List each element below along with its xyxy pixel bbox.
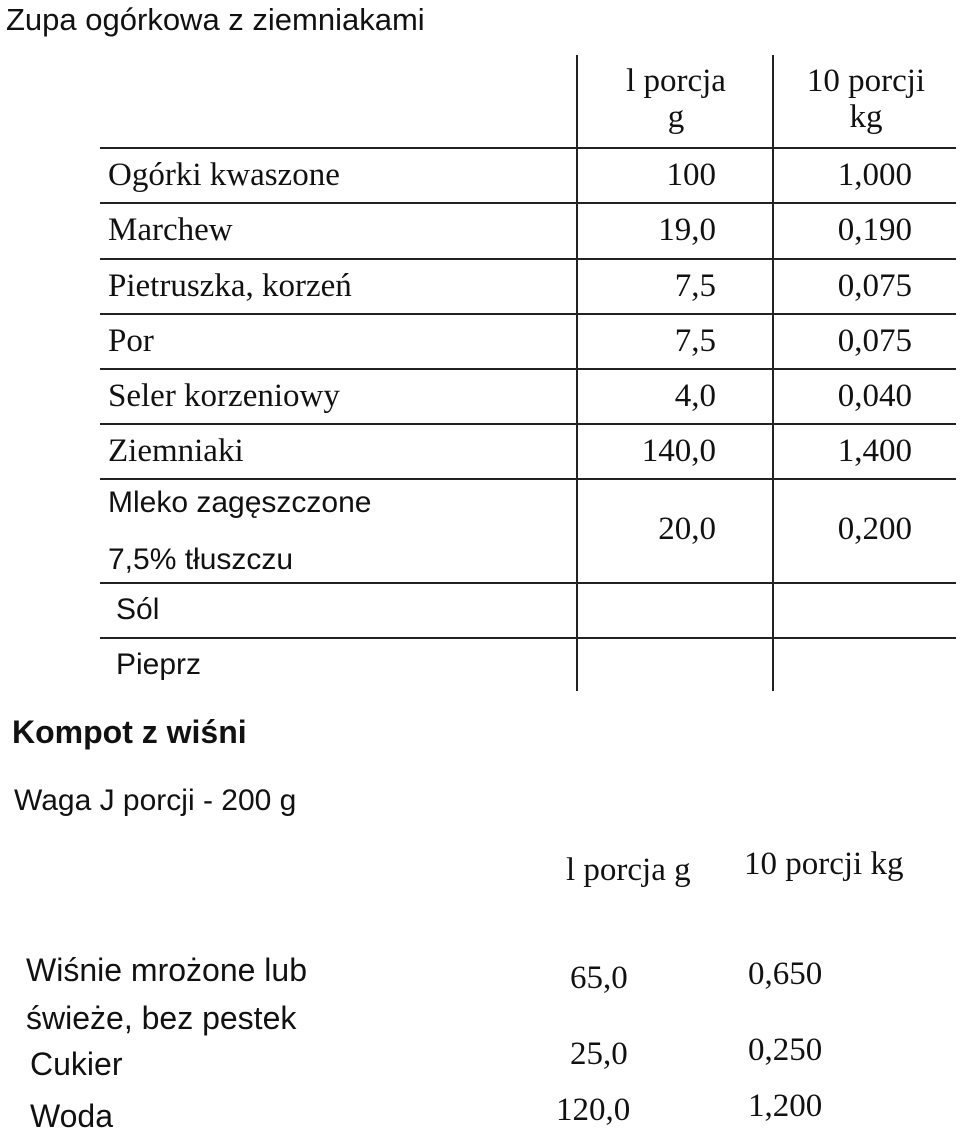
header-ten-portions: 10 porcji kg <box>744 846 904 882</box>
ingredients-table-soup <box>100 55 956 691</box>
ingredient-name: Sól <box>116 593 160 626</box>
ingredient-amount-ten: 0,190 <box>837 212 912 248</box>
ingredient-amount-portion: 120,0 <box>556 1092 631 1128</box>
row-divider <box>100 637 956 639</box>
recipe-title-soup: Zupa ogórkowa z ziemniakami <box>6 2 425 37</box>
ingredient-amount-ten: 0,250 <box>748 1032 823 1068</box>
ingredient-amount-portion: 7,5 <box>674 268 716 304</box>
recipe-title-compote: Kompot z wiśni <box>12 714 247 750</box>
header-one-portion: l porcja g <box>566 852 691 888</box>
ingredient-amount-ten: 0,650 <box>748 956 823 992</box>
ingredient-name: Wiśnie mrożone lub <box>26 952 307 988</box>
portion-weight: Waga J porcji - 200 g <box>14 784 297 817</box>
ingredient-amount-ten: 1,400 <box>837 433 912 469</box>
ingredient-amount-portion: 65,0 <box>570 960 628 996</box>
ingredient-amount-portion: 25,0 <box>570 1036 628 1072</box>
ingredient-amount-portion: 20,0 <box>658 511 716 547</box>
ingredient-name: Ziemniaki <box>108 433 244 469</box>
row-divider <box>100 423 956 425</box>
ingredient-amount-portion: 19,0 <box>658 212 716 248</box>
row-divider <box>100 582 956 584</box>
header-one-portion <box>578 63 774 135</box>
ingredient-amount-ten: 0,200 <box>837 511 912 547</box>
ingredient-amount-portion: 140,0 <box>641 433 716 469</box>
ingredient-amount-ten: 0,040 <box>837 378 912 414</box>
ingredient-amount-portion: 4,0 <box>674 378 716 414</box>
ingredient-name-line2: 7,5% tłuszczu <box>108 543 294 576</box>
ingredient-name: Mleko zagęszczone <box>108 486 372 519</box>
ingredient-name: Cukier <box>30 1046 123 1082</box>
ingredient-amount-ten: 1,000 <box>837 157 912 193</box>
header-ten-portions-unit: kg <box>849 99 883 135</box>
ingredient-name: Por <box>108 323 154 359</box>
row-divider <box>100 147 956 149</box>
ingredient-name: Woda <box>30 1098 114 1134</box>
ingredient-name: Pietruszka, korzeń <box>108 268 352 304</box>
column-divider <box>576 55 578 691</box>
ingredient-name: Pieprz <box>116 648 202 681</box>
header-one-portion-unit: g <box>667 99 685 135</box>
ingredient-amount-ten: 0,075 <box>837 268 912 304</box>
ingredient-name-line2: świeże, bez pestek <box>26 1000 297 1036</box>
row-divider <box>100 313 956 315</box>
header-ten-portions-label: 10 porcji <box>806 63 926 99</box>
row-divider <box>100 478 956 480</box>
ingredient-amount-ten: 1,200 <box>748 1088 823 1124</box>
row-divider <box>100 258 956 260</box>
ingredient-amount-portion: 100 <box>666 157 716 193</box>
ingredient-amount-ten: 0,075 <box>837 323 912 359</box>
row-divider <box>100 368 956 370</box>
ingredient-name: Seler korzeniowy <box>108 378 340 414</box>
header-ten-portions <box>776 63 956 135</box>
column-divider <box>772 55 774 691</box>
ingredient-name: Ogórki kwaszone <box>108 157 340 193</box>
ingredient-amount-portion: 7,5 <box>674 323 716 359</box>
ingredient-name: Marchew <box>108 212 233 248</box>
header-one-portion-label: l porcja <box>626 63 726 99</box>
row-divider <box>100 202 956 204</box>
